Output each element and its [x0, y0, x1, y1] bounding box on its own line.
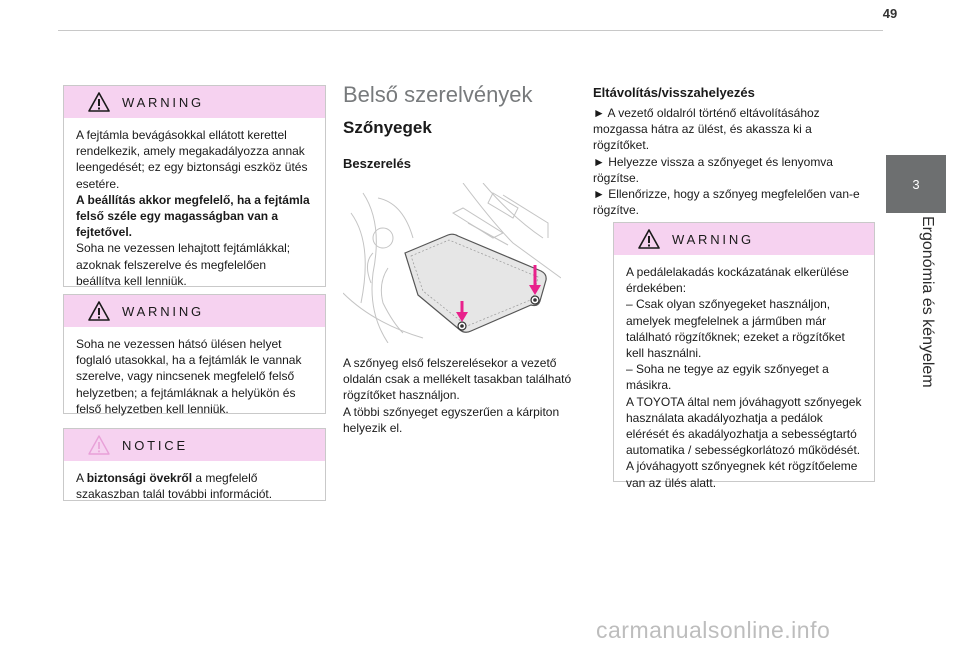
warning-header — [64, 86, 325, 118]
removal-steps — [593, 105, 863, 218]
warning-title: WARNING — [122, 94, 204, 110]
warning-box-rear-seat — [63, 294, 326, 414]
chapter-label: Ergonómia és kényelem — [919, 216, 936, 388]
warning-title: WARNING — [672, 231, 754, 247]
warning-box-headrest — [63, 85, 326, 287]
warning-header — [614, 223, 874, 255]
install-heading: Beszerelés — [343, 156, 411, 171]
removal-heading: Eltávolítás/visszahelyezés — [593, 85, 755, 100]
notice-link-text: biztonsági övekről — [86, 471, 193, 485]
subsection-title: Szőnyegek — [343, 118, 432, 137]
removal-step: ► Helyezze vissza a szőnyeget és lenyomva rögzítse. — [593, 154, 833, 185]
warning-text: Soha ne vezessen lehajtott fejtámlákkal; azoknak felszerelve és megfelelően beállítva kell lenniük. — [76, 241, 291, 288]
notice-triangle-icon — [88, 435, 110, 455]
warning-text: A TOYOTA által nem jóváhagyott szőnyegek használata akadályozhatja a pedálok elérését és akadályozhatja a sebességtartó automatika / sebességkorlátozó működését. — [626, 394, 862, 458]
floor-mat — [405, 234, 546, 332]
section-title: Belső szerelvények — [343, 82, 533, 107]
warning-text: – Soha ne tegye az egyik szőnyeget a másikra. — [626, 362, 829, 393]
removal-step: ► Ellenőrizze, hogy a szőnyeg megfelelően van-e rögzítve. — [593, 187, 860, 218]
top-divider — [58, 30, 883, 31]
watermark: carmanualsonline.info — [596, 617, 831, 643]
warning-triangle-icon — [88, 301, 110, 321]
warning-body — [614, 255, 874, 499]
install-para: A többi szőnyeget egyszerűen a kárpiton helyezik el. — [343, 404, 560, 435]
notice-body — [64, 461, 325, 510]
warning-body — [64, 327, 325, 425]
install-text — [343, 355, 578, 436]
install-para: A szőnyeg első felszerelésekor a vezető oldalán csak a mellékelt tasakban található rögzítőket használjon. — [343, 356, 572, 403]
warning-text: A pedálelakadás kockázatának elkerülése érdekében: — [626, 265, 849, 296]
chapter-label-wrap — [886, 216, 946, 416]
warning-triangle-icon — [638, 229, 660, 249]
warning-text: Soha ne vezessen hátsó ülésen helyet foglaló utasokkal, ha a fejtámlák le vannak szerelve, vagy nincsenek megfelelő felső helyzetben; a fejtámláknak a helyükön és felső helyzetben kell lenniük. — [76, 337, 302, 416]
warning-text: A fejtámla bevágásokkal ellátott kerettel rendelkezik, amely megakadályozza annak leengedését; ez egy biztonsági eszköz ütés esetére. — [76, 128, 308, 191]
chapter-number: 3 — [912, 176, 920, 192]
warning-body — [64, 118, 325, 297]
removal-step: ► A vezető oldalról történő eltávolításához mozgassa hátra az ülést, és akassza ki a rögzítőket. — [593, 106, 820, 153]
warning-bold-text: A beállítás akkor megfelelő, ha a fejtámla felső széle egy magasságban van a fejtetővel. — [76, 192, 310, 240]
notice-box — [63, 428, 326, 501]
page-number: 49 — [882, 6, 898, 21]
floor-mat-illustration — [343, 183, 561, 343]
notice-title: NOTICE — [122, 437, 188, 453]
notice-header — [64, 429, 325, 461]
warning-triangle-icon — [88, 92, 110, 112]
warning-box-pedals — [613, 222, 875, 490]
warning-header — [64, 295, 325, 327]
warning-text: – Csak olyan szőnyegeket használjon, amelyek megfelelnek a járműben már található rögzítőknek; ezeket a rögzítőket kell használni. — [626, 297, 845, 361]
notice-text: A biztonsági övekről a megfelelő szakaszban talál további információt. — [76, 471, 273, 502]
chapter-tab[interactable] — [886, 155, 946, 213]
warning-text: A jóváhagyott szőnyegnek két rögzítőeleme van az ülés alatt. — [626, 459, 858, 490]
warning-title: WARNING — [122, 303, 204, 319]
